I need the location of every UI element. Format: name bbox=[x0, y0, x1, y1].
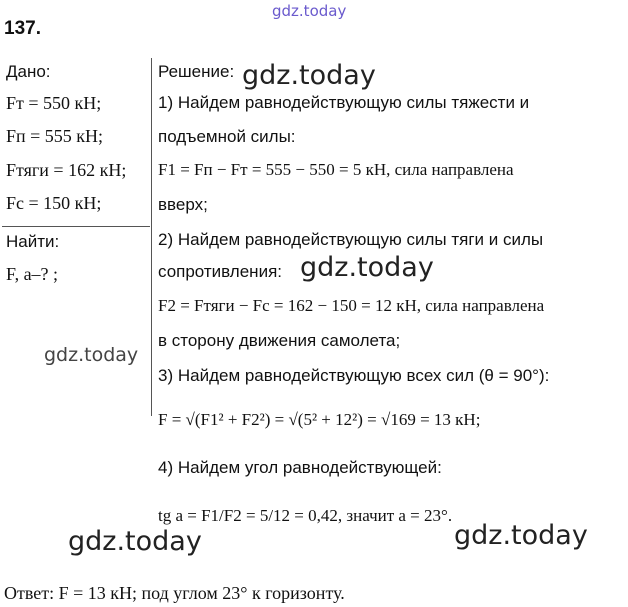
horizontal-divider bbox=[2, 226, 150, 227]
given-line-4: Fс = 150 кН; bbox=[6, 193, 102, 213]
step3-formula: F = √(F1² + F2²) = √(5² + 12²) = √169 = 13 кН; bbox=[158, 410, 481, 429]
problem-number: 137. bbox=[4, 18, 41, 39]
watermark-2: gdz.today bbox=[300, 252, 434, 283]
watermark-5: gdz.today bbox=[454, 520, 588, 551]
watermark-4: gdz.today bbox=[68, 526, 202, 557]
step1-line2: подъемной силы: bbox=[158, 127, 296, 146]
find-line: F, a–? ; bbox=[6, 264, 59, 284]
vertical-divider bbox=[151, 58, 152, 416]
watermark-1: gdz.today bbox=[242, 60, 376, 91]
given-line-2: Fп = 555 кН; bbox=[6, 126, 104, 146]
step1-line1: 1) Найдем равнодействующую силы тяжести и bbox=[158, 93, 530, 112]
given-line-1: Fт = 550 кН; bbox=[6, 93, 102, 113]
step1-formula: F1 = Fп − Fт = 555 − 550 = 5 кН, сила направлена bbox=[158, 160, 514, 179]
step4-line: 4) Найдем угол равнодействующей: bbox=[158, 458, 442, 477]
step3-line: 3) Найдем равнодействующую всех сил (θ = 90°): bbox=[158, 366, 550, 385]
solution-heading: Решение: bbox=[158, 62, 235, 81]
find-heading: Найти: bbox=[6, 232, 60, 251]
step2-tail: в сторону движения самолета; bbox=[158, 331, 401, 350]
step4-formula: tg a = F1/F2 = 5/12 = 0,42, значит a = 23°. bbox=[158, 506, 453, 525]
given-heading: Дано: bbox=[6, 62, 51, 81]
answer-line: Ответ: F = 13 кН; под углом 23° к горизонту. bbox=[4, 583, 345, 603]
step1-tail: вверх; bbox=[158, 195, 208, 214]
watermark-top: gdz.today bbox=[272, 2, 347, 20]
watermark-3: gdz.today bbox=[44, 344, 139, 366]
step2-line2: сопротивления: bbox=[158, 262, 282, 281]
step2-line1: 2) Найдем равнодействующую силы тяги и силы bbox=[158, 230, 544, 249]
step2-formula: F2 = Fтяги − Fс = 162 − 150 = 12 кН, сила направлена bbox=[158, 296, 545, 315]
given-line-3: Fтяги = 162 кН; bbox=[6, 160, 127, 180]
